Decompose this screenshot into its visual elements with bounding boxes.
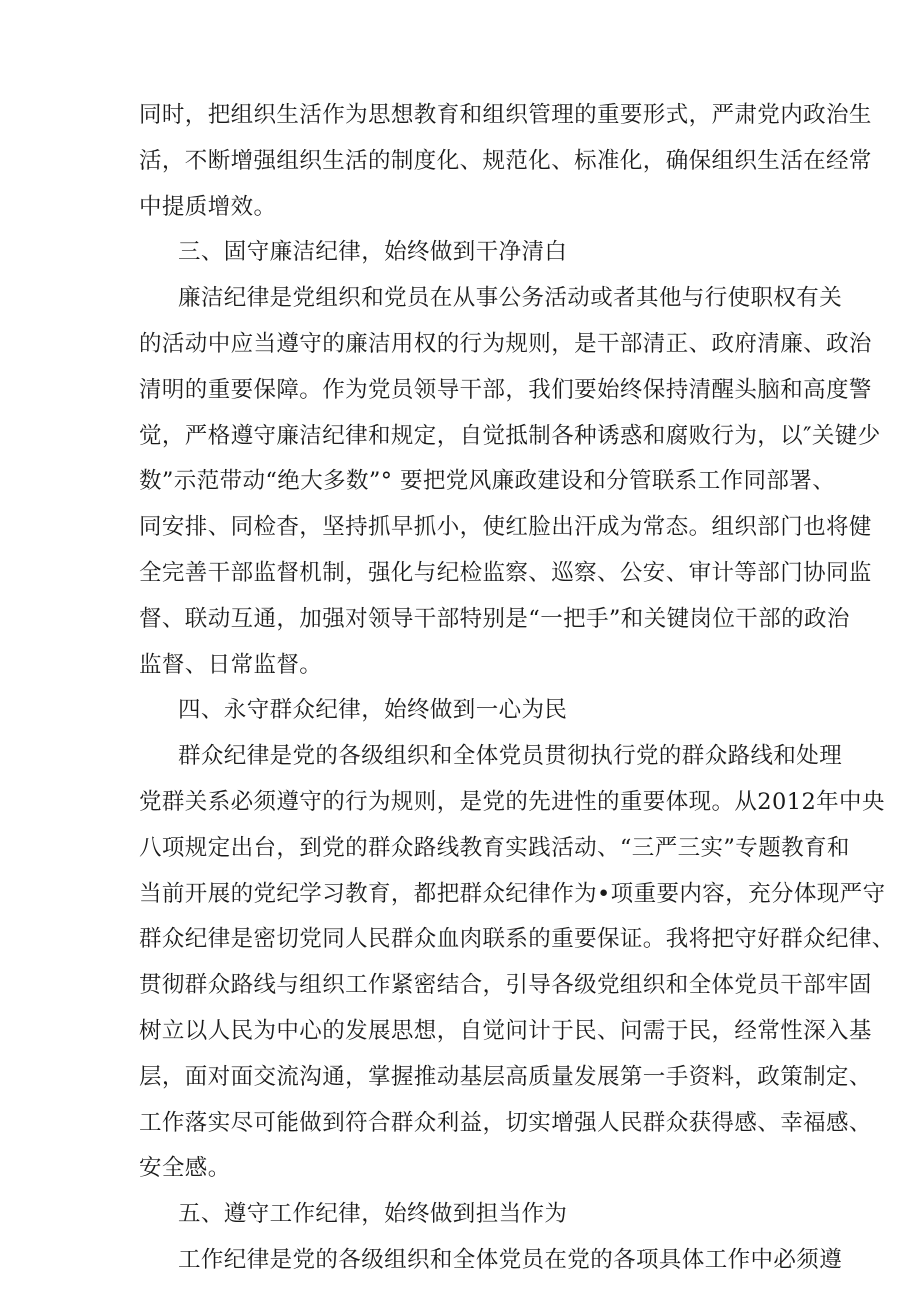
- body-line: 督、联动互通，加强对领导干部特别是“一把手”和关键岗位干部的政治: [139, 606, 850, 632]
- body-line: 层，面对面交流沟通，掌握推动基层高质量发展第一手资料，政策制定、: [139, 1064, 872, 1090]
- body-line: 的活动中应当遵守的廉洁用权的行为规则，是干部清正、政府清廉、政治: [139, 331, 872, 357]
- body-line: 安全感。: [139, 1155, 231, 1181]
- paragraph-first-line: 廉洁纪律是党组织和党员在从事公务活动或者其他与行使职权有关: [178, 285, 843, 311]
- body-line: 当前开展的党纪学习教育，都把群众纪律作为•项重要内容，充分体现严守: [139, 881, 886, 907]
- body-line-1: 同时，把组织生活作为思想教育和组织管理的重要形式，严肃党内政治生: [139, 102, 872, 128]
- body-line: 贯彻群众路线与组织工作紧密结合，引导各级党组织和全体党员干部牢固: [139, 972, 872, 998]
- body-line: 八项规定出台，到党的群众路线教育实践活动、“三严三实”专题教育和: [139, 835, 850, 861]
- body-line: 党群关系必须遵守的行为规则，是党的先进性的重要体现。从2012年中央: [139, 789, 885, 815]
- body-line: 工作落实尽可能做到符合群众利益，切实增强人民群众获得感、幸福感、: [139, 1110, 872, 1136]
- body-line: 群众纪律是密切党同人民群众血肉联系的重要保证。我将把守好群众纪律、: [139, 926, 895, 952]
- body-line: 树立以人民为中心的发展思想，自觉问计于民、问需于民，经常性深入基: [139, 1018, 872, 1044]
- paragraph-first-line: 工作纪律是党的各级组织和全体党员在党的各项具体工作中必须遵: [178, 1247, 843, 1273]
- section-heading-5: 五、遵守工作纪律，始终做到担当作为: [178, 1201, 568, 1227]
- body-line: 监督、日常监督。: [139, 652, 323, 678]
- body-line: 清明的重要保障。作为党员领导干部，我们要始终保持清醒头脑和高度警: [139, 377, 872, 403]
- paragraph-first-line: 群众纪律是党的各级组织和全体党员贯彻执行党的群众路线和处理: [178, 743, 843, 769]
- body-line: 同安排、同检杳，坚持抓早抓小，使红脸出汗成为常态。组织部门也将健: [139, 514, 872, 540]
- body-line: 数”示范带动“绝大多数”° 要把党风廉政建设和分管联系工作同部署、: [139, 468, 836, 494]
- body-line: 觉，严格遵守廉洁纪律和规定，自觉抵制各种诱惑和腐败行为，以″关键少: [139, 423, 881, 449]
- section-heading-4: 四、永守群众纪律，始终做到一心为民: [178, 697, 568, 723]
- body-line-3: 中提质增效。: [139, 194, 277, 220]
- body-line-2: 活，不断增强组织生活的制度化、规范化、标准化，确保组织生活在经常: [139, 148, 872, 174]
- body-line: 全完善干部监督机制，强化与纪检监察、巡察、公安、审计等部门协同监: [139, 560, 872, 586]
- section-heading-3: 三、固守廉洁纪律，始终做到干净清白: [178, 239, 568, 265]
